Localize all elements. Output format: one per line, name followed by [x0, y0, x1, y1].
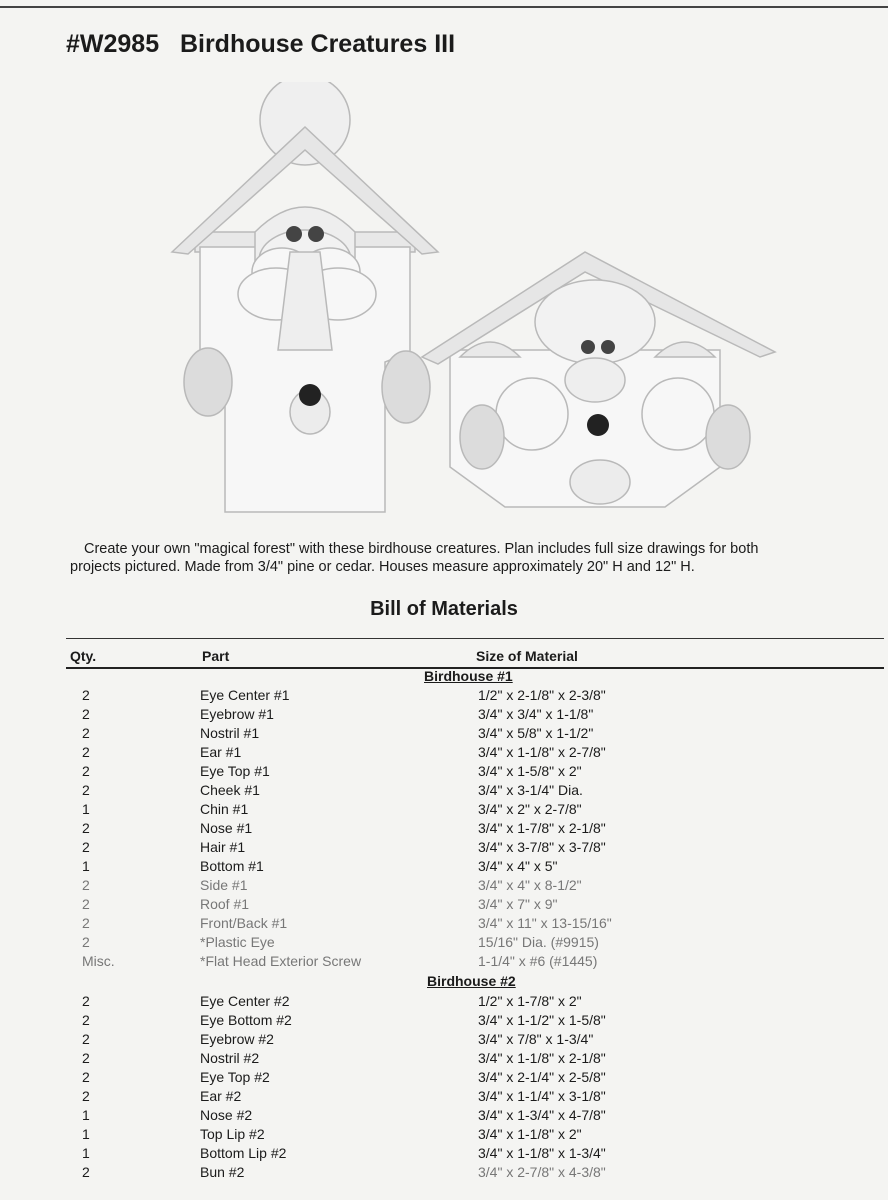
table-row — [0, 1126, 888, 1145]
table-row — [0, 858, 888, 877]
size-cell: 3/4" x 1-1/4" x 3-1/8" — [478, 1088, 606, 1104]
table-top-rule — [66, 638, 884, 639]
qty-cell: 2 — [82, 820, 90, 836]
size-cell: 3/4" x 1-3/4" x 4-7/8" — [478, 1107, 606, 1123]
part-cell: Chin #1 — [200, 801, 249, 817]
table-row — [0, 1107, 888, 1126]
size-cell: 15/16" Dia. (#9915) — [478, 934, 599, 950]
birdhouse-illustration — [160, 82, 790, 532]
table-row — [0, 1164, 888, 1183]
size-cell: 3/4" x 2" x 2-7/8" — [478, 801, 582, 817]
table-row — [0, 1031, 888, 1050]
top-border-line — [0, 6, 888, 8]
size-cell: 3/4" x 1-1/8" x 2-1/8" — [478, 1050, 606, 1066]
part-cell: *Plastic Eye — [200, 934, 275, 950]
table-row — [0, 801, 888, 820]
qty-cell: 2 — [82, 1050, 90, 1066]
size-cell: 3/4" x 7" x 9" — [478, 896, 558, 912]
part-cell: Bun #2 — [200, 1164, 245, 1180]
qty-cell: 2 — [82, 993, 90, 1009]
qty-cell: 2 — [82, 934, 90, 950]
table-row — [0, 1088, 888, 1107]
section-title-birdhouse-2: Birdhouse #2 — [427, 973, 516, 989]
part-cell: Ear #2 — [200, 1088, 242, 1104]
qty-cell: Misc. — [82, 953, 115, 969]
part-cell: Side #1 — [200, 877, 248, 893]
qty-cell: 2 — [82, 782, 90, 798]
part-cell: Nose #2 — [200, 1107, 253, 1123]
size-cell: 3/4" x 1-7/8" x 2-1/8" — [478, 820, 606, 836]
table-row — [0, 763, 888, 782]
part-cell: Cheek #1 — [200, 782, 260, 798]
part-column-header: Part — [202, 648, 230, 664]
qty-cell: 2 — [82, 1012, 90, 1028]
size-cell: 3/4" x 7/8" x 1-3/4" — [478, 1031, 594, 1047]
qty-cell: 1 — [82, 1107, 90, 1123]
size-cell: 3/4" x 1-5/8" x 2" — [478, 763, 582, 779]
part-cell: Roof #1 — [200, 896, 250, 912]
qty-cell: 2 — [82, 1031, 90, 1047]
table-row — [0, 915, 888, 934]
part-cell: Top Lip #2 — [200, 1126, 265, 1142]
qty-cell: 2 — [82, 1164, 90, 1180]
size-cell: 3/4" x 11" x 13-15/16" — [478, 915, 612, 931]
bill-of-materials-title: Bill of Materials — [370, 598, 518, 620]
part-cell: Eyebrow #2 — [200, 1031, 274, 1047]
table-row — [0, 877, 888, 896]
part-cell: Nostril #1 — [200, 725, 260, 741]
size-cell: 3/4" x 2-7/8" x 4-3/8" — [478, 1164, 606, 1180]
table-row — [0, 1012, 888, 1031]
qty-cell: 1 — [82, 1145, 90, 1161]
size-cell: 3/4" x 1-1/2" x 1-5/8" — [478, 1012, 606, 1028]
size-cell: 3/4" x 3/4" x 1-1/8" — [478, 706, 594, 722]
part-cell: Eye Center #1 — [200, 687, 290, 703]
part-cell: Bottom #1 — [200, 858, 264, 874]
table-row — [0, 839, 888, 858]
qty-cell: 2 — [82, 687, 90, 703]
intro-line-2: projects pictured. Made from 3/4" pine or cedar. Houses measure approximately 20" H and 12" H. — [70, 559, 695, 575]
qty-cell: 2 — [82, 1069, 90, 1085]
size-cell: 3/4" x 5/8" x 1-1/2" — [478, 725, 594, 741]
table-row — [0, 993, 888, 1012]
page-title: #W2985 Birdhouse Creatures III — [66, 30, 456, 58]
part-cell: Eye Top #1 — [200, 763, 270, 779]
part-cell: Hair #1 — [200, 839, 246, 855]
section-title-birdhouse-1: Birdhouse #1 — [424, 668, 513, 684]
table-row — [0, 953, 888, 972]
table-row — [0, 934, 888, 953]
table-row — [0, 1145, 888, 1164]
size-cell: 3/4" x 2-1/4" x 2-5/8" — [478, 1069, 606, 1085]
part-cell: Bottom Lip #2 — [200, 1145, 287, 1161]
qty-cell: 1 — [82, 858, 90, 874]
table-row — [0, 820, 888, 839]
size-cell: 1-1/4" x #6 (#1445) — [478, 953, 598, 969]
qty-cell: 2 — [82, 763, 90, 779]
part-cell: Nostril #2 — [200, 1050, 260, 1066]
size-cell: 3/4" x 1-1/8" x 2-7/8" — [478, 744, 606, 760]
table-row — [0, 725, 888, 744]
qty-cell: 2 — [82, 744, 90, 760]
size-column-header: Size of Material — [476, 648, 578, 664]
table-row — [0, 1050, 888, 1069]
part-cell: Eye Top #2 — [200, 1069, 270, 1085]
part-cell: Nose #1 — [200, 820, 253, 836]
size-cell: 3/4" x 1-1/8" x 2" — [478, 1126, 582, 1142]
size-cell: 1/2" x 2-1/8" x 2-3/8" — [478, 687, 606, 703]
qty-cell: 1 — [82, 1126, 90, 1142]
qty-cell: 2 — [82, 877, 90, 893]
qty-cell: 2 — [82, 839, 90, 855]
table-row — [0, 744, 888, 763]
table-row — [0, 782, 888, 801]
qty-cell: 2 — [82, 725, 90, 741]
part-cell: Eyebrow #1 — [200, 706, 274, 722]
qty-cell: 2 — [82, 706, 90, 722]
qty-cell: 2 — [82, 896, 90, 912]
size-cell: 3/4" x 4" x 5" — [478, 858, 558, 874]
part-cell: Front/Back #1 — [200, 915, 288, 931]
qty-cell: 1 — [82, 801, 90, 817]
part-cell: Eye Bottom #2 — [200, 1012, 292, 1028]
part-cell: *Flat Head Exterior Screw — [200, 953, 362, 969]
table-row — [0, 896, 888, 915]
intro-description — [70, 540, 880, 576]
part-cell: Ear #1 — [200, 744, 242, 760]
part-cell: Eye Center #2 — [200, 993, 290, 1009]
table-row — [0, 1069, 888, 1088]
size-cell: 3/4" x 3-1/4" Dia. — [478, 782, 583, 798]
size-cell: 3/4" x 4" x 8-1/2" — [478, 877, 582, 893]
intro-line-1: Create your own "magical forest" with these birdhouse creatures. Plan includes full size drawings for both — [84, 541, 759, 557]
table-row — [0, 706, 888, 725]
qty-cell: 2 — [82, 1088, 90, 1104]
qty-column-header: Qty. — [70, 648, 97, 664]
size-cell: 3/4" x 3-7/8" x 3-7/8" — [478, 839, 606, 855]
size-cell: 3/4" x 1-1/8" x 1-3/4" — [478, 1145, 606, 1161]
qty-cell: 2 — [82, 915, 90, 931]
size-cell: 1/2" x 1-7/8" x 2" — [478, 993, 582, 1009]
table-row — [0, 687, 888, 706]
